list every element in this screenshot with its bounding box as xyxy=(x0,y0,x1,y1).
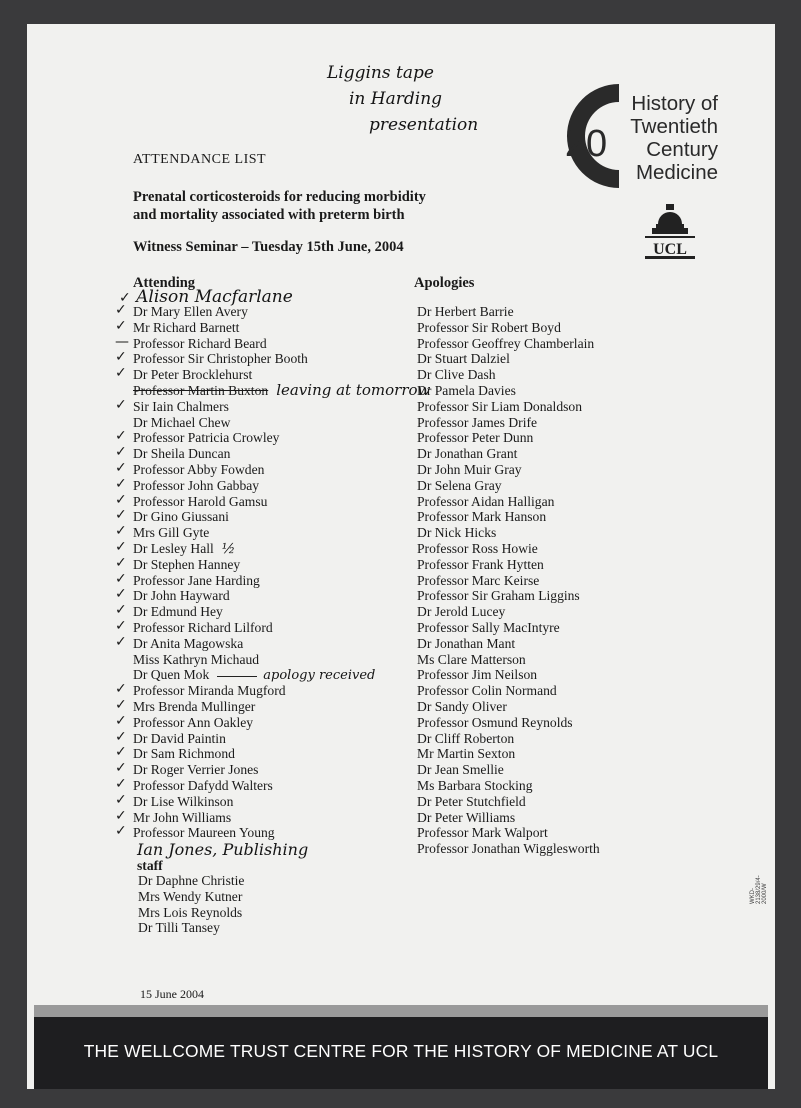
check-mark-icon: ✓ xyxy=(115,617,127,634)
check-mark-icon: ✓ xyxy=(115,602,127,619)
attendee-name: Dr Peter Brocklehurst xyxy=(133,367,253,383)
check-mark-icon: ✓ xyxy=(115,696,127,713)
list-item: Dr Cliff Roberton xyxy=(417,730,515,746)
check-mark-icon: ✓ xyxy=(115,317,127,334)
handwritten-note xyxy=(327,60,478,138)
list-item: Professor Mark Hanson xyxy=(417,509,547,525)
list-item xyxy=(115,538,430,557)
list-item: Professor Osmund Reynolds xyxy=(417,714,573,730)
attendee-name: Dr Anita Magowska xyxy=(133,635,244,651)
list-item xyxy=(115,807,430,826)
list-item xyxy=(115,349,430,367)
list-item: Mr Martin Sexton xyxy=(417,746,516,762)
list-item xyxy=(115,791,430,810)
handwritten-note-line: Liggins tape xyxy=(327,63,434,83)
check-mark-icon: ✓ xyxy=(115,444,127,461)
list-item: Ms Barbara Stocking xyxy=(417,777,533,793)
list-item: Dr Selena Gray xyxy=(417,477,502,493)
attendee-name: Dr Quen Mok xyxy=(133,667,210,683)
attendee-name: Mr John Williams xyxy=(133,809,232,825)
attendee-name: Professor Richard Beard xyxy=(133,335,267,351)
ucl-text: UCL xyxy=(653,241,687,258)
attendee-name: Professor Harold Gamsu xyxy=(133,493,268,509)
list-item xyxy=(115,744,430,762)
list-item xyxy=(133,652,430,668)
list-item xyxy=(115,554,430,573)
list-item xyxy=(115,396,430,415)
list-item: Professor Colin Normand xyxy=(417,683,557,699)
check-mark-icon: ✓ xyxy=(115,728,127,745)
list-item: Dr Daphne Christie xyxy=(138,873,245,888)
handwritten-annotation: leaving at tomorrow xyxy=(276,380,431,399)
list-item xyxy=(115,633,430,652)
handwritten-note-line: presentation xyxy=(369,115,479,135)
list-item xyxy=(133,667,430,683)
dash-mark-icon: — xyxy=(115,333,129,350)
handwritten-note-line: in Harding xyxy=(349,89,443,109)
check-mark-icon: ✓ xyxy=(115,507,127,524)
banner-text: THE WELLCOME TRUST CENTRE FOR THE HISTORY OF MEDICINE AT UCL xyxy=(83,1041,719,1061)
list-item: Dr John Muir Gray xyxy=(417,461,522,477)
attendee-name: Professor Patricia Crowley xyxy=(133,430,280,446)
list-item xyxy=(115,775,430,794)
list-item xyxy=(115,681,430,699)
side-code: WKD-2138/29/4-2000/W xyxy=(750,875,768,904)
attendee-name: Dr Sam Richmond xyxy=(133,746,235,762)
list-item xyxy=(115,317,430,336)
handwritten-dash-line xyxy=(217,676,257,677)
list-item xyxy=(115,617,430,636)
list-item xyxy=(115,712,430,731)
footer-banner xyxy=(34,1005,768,1089)
check-mark-icon: ✓ xyxy=(115,302,127,318)
list-item xyxy=(115,459,430,478)
attendee-name: Sir Iain Chalmers xyxy=(133,398,229,414)
attendee-name: Professor Dafydd Walters xyxy=(133,777,273,793)
attendee-name: Miss Kathryn Michaud xyxy=(133,651,260,667)
list-item xyxy=(115,586,430,604)
list-item: Dr Tilli Tansey xyxy=(138,920,220,936)
list-item: Professor Frank Hytten xyxy=(417,556,544,572)
list-item xyxy=(115,823,430,841)
check-mark-icon: ✓ xyxy=(115,681,127,698)
list-item: Professor Sir Graham Liggins xyxy=(417,588,580,604)
attendee-name: Dr Stephen Hanney xyxy=(133,556,241,572)
check-mark-icon: ✓ xyxy=(115,775,127,792)
list-item: Professor Ross Howie xyxy=(417,540,538,556)
handwritten-publishing: Ian Jones, Publishing xyxy=(137,840,309,859)
list-item: Professor Peter Dunn xyxy=(417,430,534,446)
check-mark-icon: ✓ xyxy=(115,807,127,824)
attendee-name: Dr Mary Ellen Avery xyxy=(133,304,248,319)
list-item xyxy=(115,507,430,525)
list-item: Professor Sally MacIntyre xyxy=(417,619,560,635)
attendee-name: Professor Miranda Mugford xyxy=(133,683,286,699)
list-item xyxy=(133,380,431,399)
check-mark-icon: ✓ xyxy=(115,570,127,587)
logo-line: Medicine xyxy=(635,161,718,184)
attendee-name: Professor Ann Oakley xyxy=(133,714,254,730)
check-mark-icon: ✓ xyxy=(115,586,127,603)
staff-list xyxy=(138,873,244,936)
attendee-name: Professor Martin Buxton xyxy=(133,382,269,398)
check-mark-icon: ✓ xyxy=(115,744,127,761)
attendee-name: Dr Gino Giussani xyxy=(133,509,229,525)
handwritten-annotation: ½ xyxy=(221,540,236,557)
check-mark-icon: ✓ xyxy=(115,538,127,555)
logo-line: Twentieth xyxy=(630,115,718,138)
list-item: Professor Jim Neilson xyxy=(417,667,538,683)
staff-heading: staff xyxy=(137,858,163,873)
logo-line: History of xyxy=(631,92,718,115)
list-item: Dr Pamela Davies xyxy=(417,382,516,398)
list-item: Dr Jean Smellie xyxy=(417,762,504,778)
attendee-name: Professor Jane Harding xyxy=(133,572,260,588)
attendee-name: Professor Sir Christopher Booth xyxy=(133,351,308,367)
apologies-heading: Apologies xyxy=(414,275,475,291)
list-item: Dr Jerold Lucey xyxy=(417,604,506,620)
footer-date: 15 June 2004 xyxy=(140,987,204,1001)
check-mark-icon: ✓ xyxy=(115,459,127,476)
handwritten-annotation: apology received xyxy=(263,668,376,684)
check-mark-icon: ✓ xyxy=(115,823,127,840)
list-item: Professor James Drife xyxy=(417,414,538,430)
check-mark-icon: ✓ xyxy=(115,491,127,508)
seminar-title xyxy=(133,188,426,224)
seminar-title-line: and mortality associated with preterm birth xyxy=(133,207,405,223)
list-item: Dr Peter Williams xyxy=(417,809,516,825)
check-mark-icon: ✓ xyxy=(115,523,127,540)
attendee-name: Dr Lise Wilkinson xyxy=(133,793,234,809)
attending-list xyxy=(115,302,431,841)
list-item: Dr Peter Stutchfield xyxy=(417,793,526,809)
attendee-name: Dr Sheila Duncan xyxy=(133,446,231,462)
banner-strip xyxy=(34,1005,768,1017)
attendee-name: Dr Roger Verrier Jones xyxy=(133,762,259,778)
attendee-name: Professor John Gabbay xyxy=(133,477,260,493)
list-item xyxy=(115,302,430,320)
attendee-name: Professor Richard Lilford xyxy=(133,619,273,635)
list-item: Professor Marc Keirse xyxy=(417,572,540,588)
list-item: Professor Sir Liam Donaldson xyxy=(417,398,582,414)
attending-heading: Attending xyxy=(133,275,196,291)
check-mark-icon: ✓ xyxy=(115,760,127,777)
list-item xyxy=(115,570,430,589)
check-mark-icon: ✓ xyxy=(115,475,127,492)
list-item xyxy=(115,523,430,541)
check-mark-icon: ✓ xyxy=(115,633,127,650)
handwritten-name: Alison Macfarlane xyxy=(136,287,293,307)
check-mark-icon: ✓ xyxy=(115,791,127,808)
check-mark-icon: ✓ xyxy=(115,349,127,366)
list-item: Dr Nick Hicks xyxy=(417,525,497,541)
list-item: Ms Clare Matterson xyxy=(417,651,526,667)
list-item: Professor Aidan Halligan xyxy=(417,493,555,509)
list-item: Professor Sir Robert Boyd xyxy=(417,319,561,335)
page-title: ATTENDANCE LIST xyxy=(133,152,267,167)
list-item: Mrs Wendy Kutner xyxy=(138,888,243,904)
list-item: Professor Mark Walport xyxy=(417,825,548,841)
list-item xyxy=(115,428,430,446)
list-item xyxy=(133,415,430,431)
list-item xyxy=(115,728,430,747)
list-item: Dr Stuart Dalziel xyxy=(417,351,510,367)
check-mark-icon: ✓ xyxy=(115,428,127,445)
attendee-name: Dr Edmund Hey xyxy=(133,604,223,620)
check-mark-icon: ✓ xyxy=(115,554,127,571)
attendee-name: Dr John Hayward xyxy=(133,588,230,604)
list-item: Dr Herbert Barrie xyxy=(417,304,514,319)
list-item xyxy=(115,475,430,494)
attendee-name: Mr Richard Barnett xyxy=(133,319,240,335)
list-item xyxy=(115,696,430,715)
document-page xyxy=(27,24,775,1089)
seminar-title-line: Prenatal corticosteroids for reducing morbidity xyxy=(133,189,426,205)
history-c20-logo xyxy=(524,76,724,196)
attendee-name: Professor Maureen Young xyxy=(133,825,275,841)
logo-number: 20 xyxy=(564,123,608,165)
logo-text xyxy=(626,92,718,184)
list-item xyxy=(115,760,430,778)
check-mark-icon: ✓ xyxy=(115,365,127,382)
list-item: Professor Geoffrey Chamberlain xyxy=(417,335,595,351)
list-item: Professor Jonathan Wigglesworth xyxy=(417,841,600,857)
list-item xyxy=(115,602,430,620)
list-item xyxy=(115,444,430,462)
attendee-name: Dr Lesley Hall xyxy=(133,540,214,556)
seminar-date: Witness Seminar – Tuesday 15th June, 2004 xyxy=(133,239,404,255)
list-item: Dr Jonathan Mant xyxy=(417,635,516,651)
list-item: Dr Clive Dash xyxy=(417,367,496,383)
logo-line: Century xyxy=(646,138,718,161)
attendee-name: Dr Michael Chew xyxy=(133,414,231,430)
attendee-name: Mrs Brenda Mullinger xyxy=(133,698,256,714)
attendee-name: Professor Abby Fowden xyxy=(133,461,265,477)
list-item: Dr Jonathan Grant xyxy=(417,446,518,462)
list-item xyxy=(115,491,430,510)
check-mark-icon: ✓ xyxy=(115,396,127,413)
list-item xyxy=(115,333,430,352)
check-mark-icon: ✓ xyxy=(119,290,131,306)
attendee-name: Mrs Gill Gyte xyxy=(133,525,210,541)
ucl-dome-icon xyxy=(644,204,696,264)
ucl-logo xyxy=(644,204,696,264)
attendee-name: Dr David Paintin xyxy=(133,730,226,746)
list-item: Mrs Lois Reynolds xyxy=(138,904,243,920)
check-mark-icon: ✓ xyxy=(115,712,127,729)
apologies-list xyxy=(417,304,600,857)
list-item: Dr Sandy Oliver xyxy=(417,698,507,714)
